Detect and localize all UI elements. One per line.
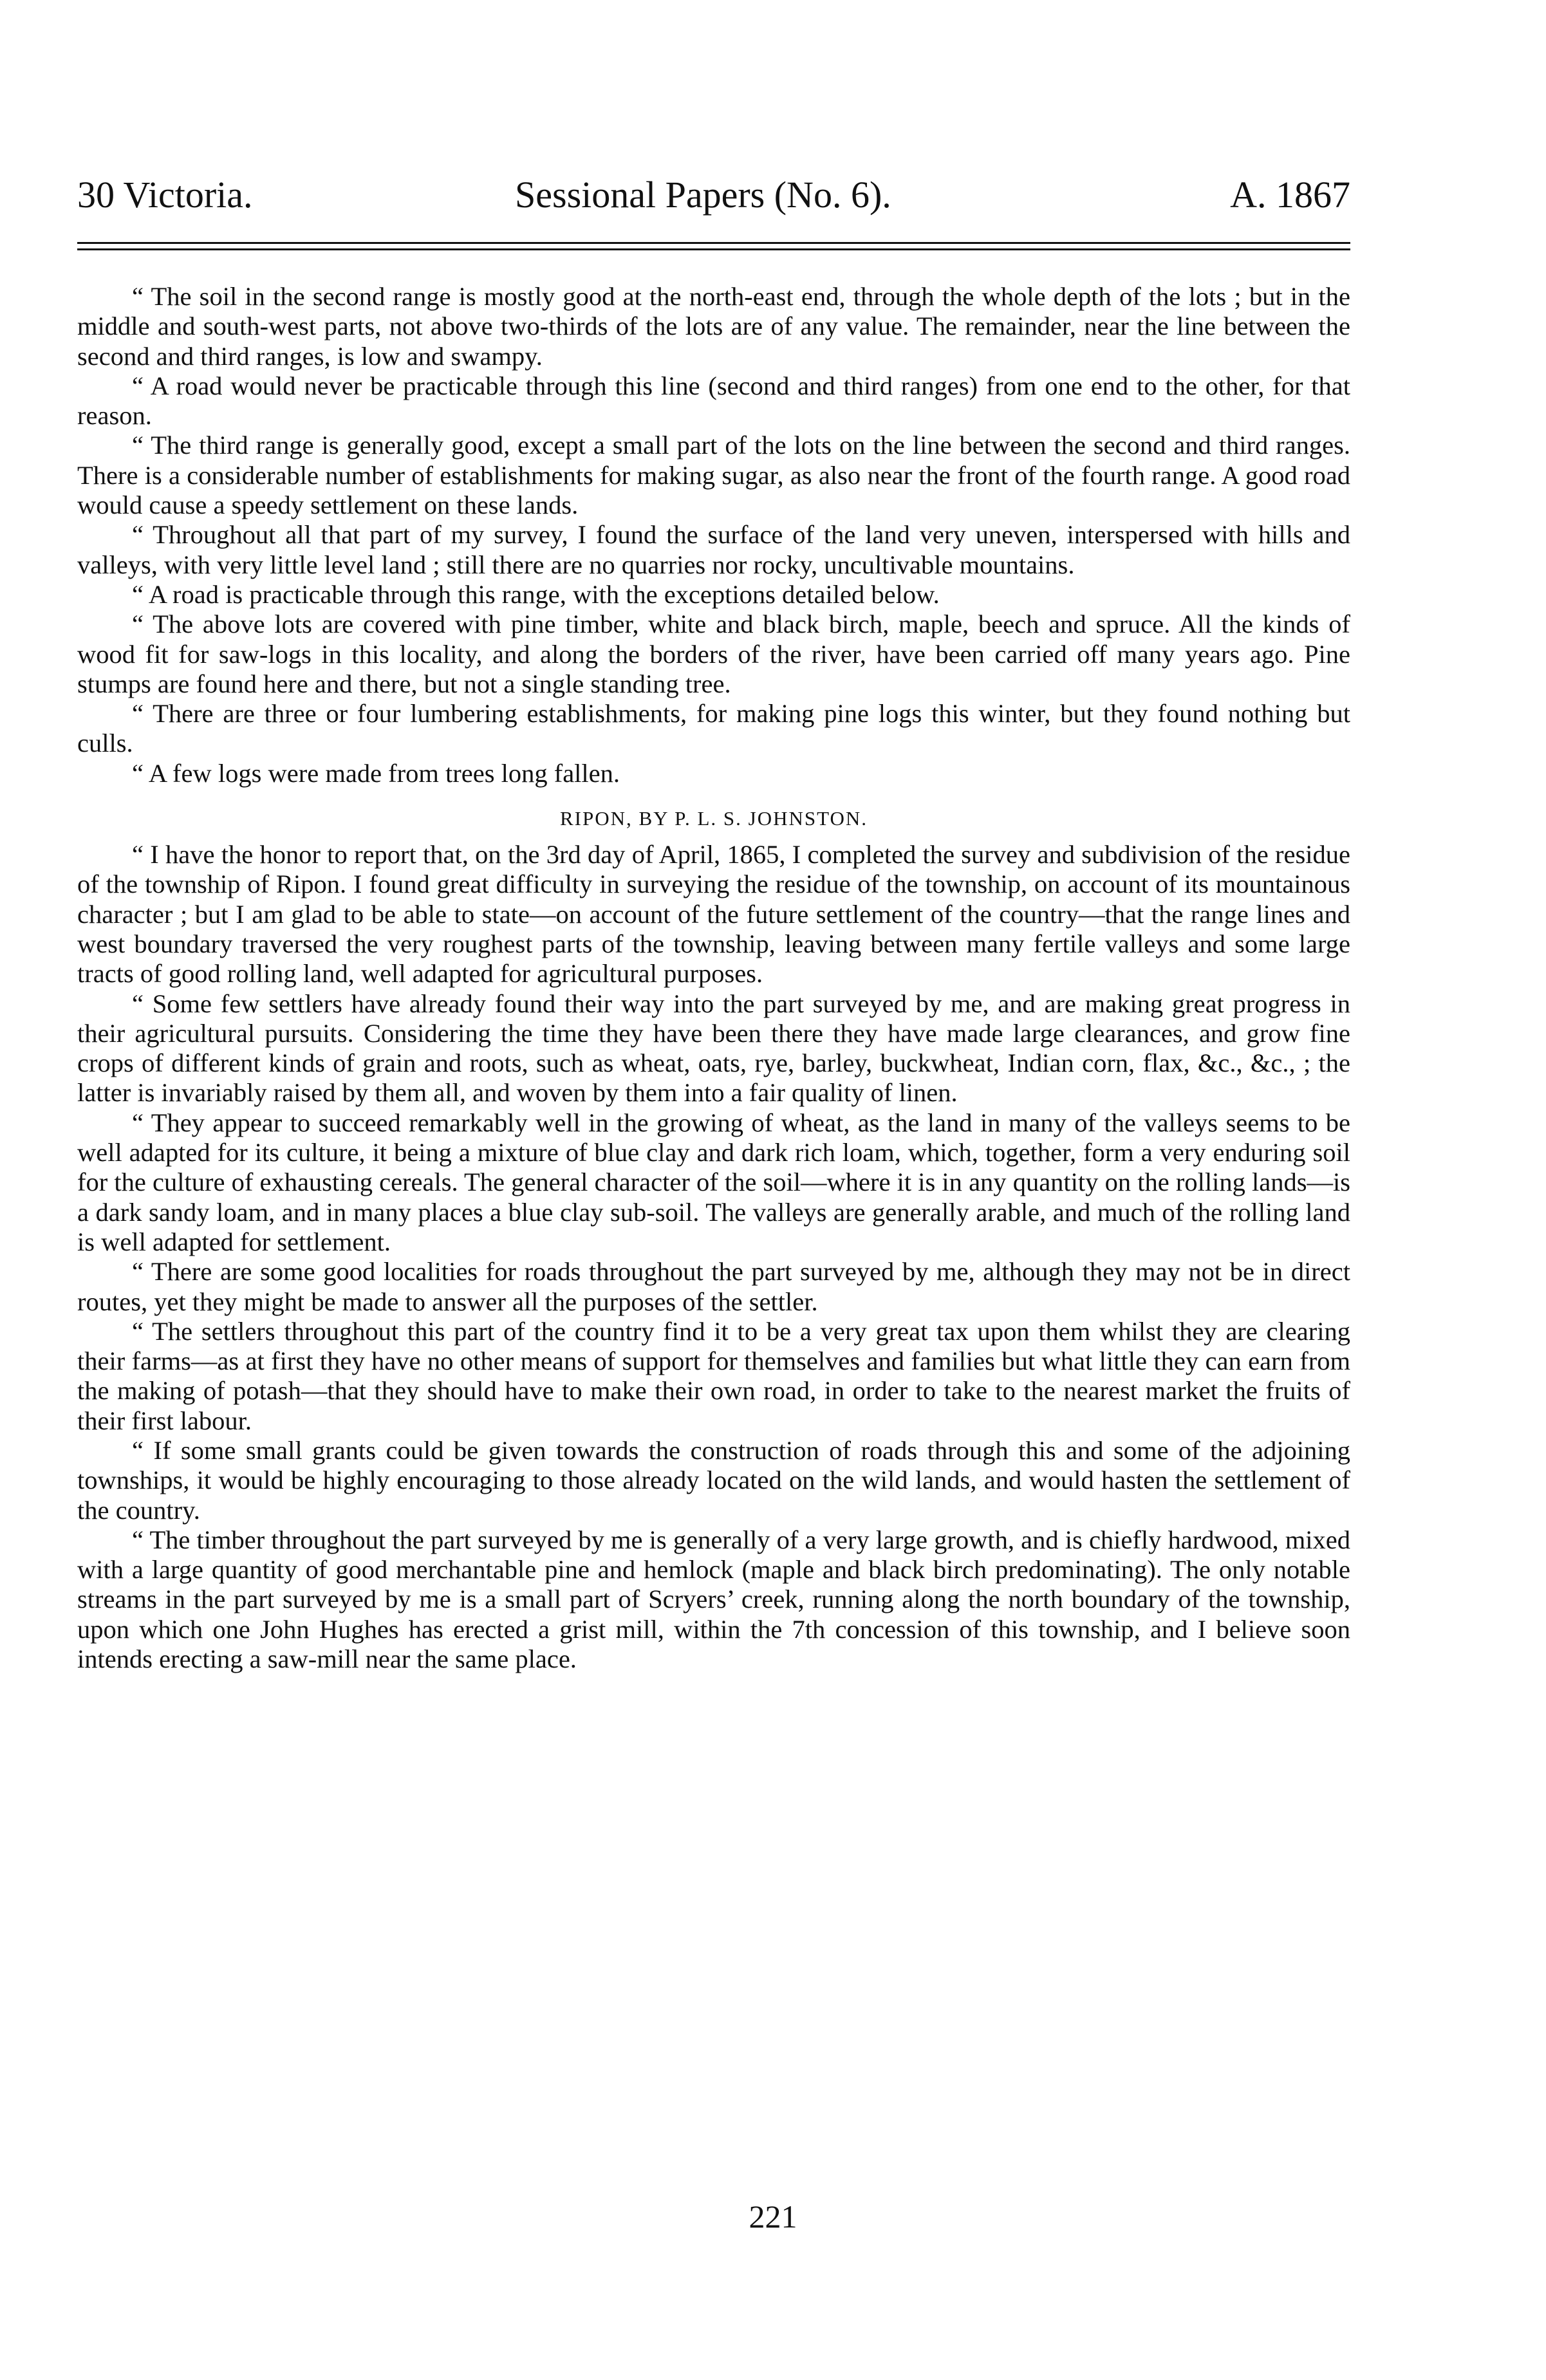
paragraph: “ The third range is generally good, except a small part of the lots on the line between the second and third ranges. There is a considerable number of establishments for making sugar, as also near the front of the fourth range. A good road would cause a speedy settlement on these lands.: [77, 431, 1350, 520]
paragraph: “ They appear to succeed remarkably well in the growing of wheat, as the land in many of the valleys seems to be well adapted for its culture, it being a mixture of blue clay and dark rich loam, which, together, form a very enduring soil for the culture of exhausting cereals. The general character of the soil—where it is in any quantity on the rolling lands—is a dark sandy loam, and in many places a blue clay sub-soil. The valleys are generally arable, and much of the rolling land is well adapted for settlement.: [77, 1108, 1350, 1256]
paragraph: “ The timber throughout the part surveyed by me is generally of a very large growth, and is chiefly hardwood, mixed with a large quantity of good merchantable pine and hemlock (maple and black birch predominating). The only notable streams in the part surveyed by me is a small part of Scryers’ creek, running along the north boundary of the township, upon which one John Hughes has erected a grist mill, within the 7th concession of this township, and I believe soon intends erecting a saw-mill near the same place.: [77, 1525, 1350, 1674]
paragraph: “ The settlers throughout this part of the country find it to be a very great tax upon them whilst they are clearing their farms—as at first they have no other means of support for themselves and families but what little they can earn from the making of potash—that they should have to make their own road, in order to take to the nearest market the fruits of their first labour.: [77, 1316, 1350, 1435]
paragraph: “ I have the honor to report that, on the 3rd day of April, 1865, I completed the survey and subdivision of the residue of the township of Ripon. I found great difficulty in surveying the residue of the township, on account of its mountainous character ; but I am glad to be able to state—on account of the future settlement of the country—that the range lines and west boundary traversed the very roughest parts of the township, leaving between many fertile valleys and some large tracts of good rolling land, well adapted for agricultural purposes.: [77, 840, 1350, 989]
paragraph: “ The soil in the second range is mostly good at the north-east end, through the whole depth of the lots ; but in the middle and south-west parts, not above two-thirds of the lots are of any value. The remainder, near the line between the second and third ranges, is low and swampy.: [77, 282, 1350, 371]
paragraph: “ If some small grants could be given towards the construction of roads through this and some of the adjoining townships, it would be highly encouraging to those already located on the wild lands, and would hasten the settlement of the country.: [77, 1435, 1350, 1525]
header-rule-top: [77, 242, 1350, 244]
paragraph: “ A road would never be practicable through this line (second and third ranges) from one end to the other, for that reason.: [77, 371, 1350, 431]
header-title: Sessional Papers (No. 6).: [515, 174, 891, 216]
paragraph: “ Throughout all that part of my survey, I found the surface of the land very uneven, interspersed with hills and valleys, with very little level land ; still there are no quarries nor rocky, uncultivable mountains.: [77, 520, 1350, 579]
paragraph: “ There are three or four lumbering establishments, for making pine logs this winter, but they found nothing but culls.: [77, 699, 1350, 758]
header-year: A. 1867: [1230, 174, 1350, 216]
header-rule-bottom: [77, 248, 1350, 250]
header-volume: 30 Victoria.: [77, 174, 253, 216]
paragraph: “ There are some good localities for roads throughout the part surveyed by me, although they may not be in direct routes, yet they might be made to answer all the purposes of the settler.: [77, 1257, 1350, 1316]
section-heading: RIPON, BY P. L. S. JOHNSTON.: [559, 807, 868, 830]
page-body: [77, 282, 1350, 1674]
paragraph: “ A few logs were made from trees long fallen.: [132, 758, 620, 788]
page-number: 221: [749, 2199, 797, 2235]
page-header: [77, 166, 1350, 224]
paragraph: “ The above lots are covered with pine timber, white and black birch, maple, beech and spruce. All the kinds of wood fit for saw-logs in this locality, and along the borders of the river, have been carried off many years ago. Pine stumps are found here and there, but not a single standing tree.: [77, 609, 1350, 698]
paragraph: “ Some few settlers have already found their way into the part surveyed by me, and are making great progress in their agricultural pursuits. Considering the time they have been there they have made large clearances, and grow fine crops of different kinds of grain and roots, such as wheat, oats, rye, barley, buckwheat, Indian corn, flax, &c., &c., ; the latter is invariably raised by them all, and woven by them into a fair quality of linen.: [77, 989, 1350, 1108]
paragraph: “ A road is practicable through this range, with the exceptions detailed below.: [132, 579, 940, 609]
